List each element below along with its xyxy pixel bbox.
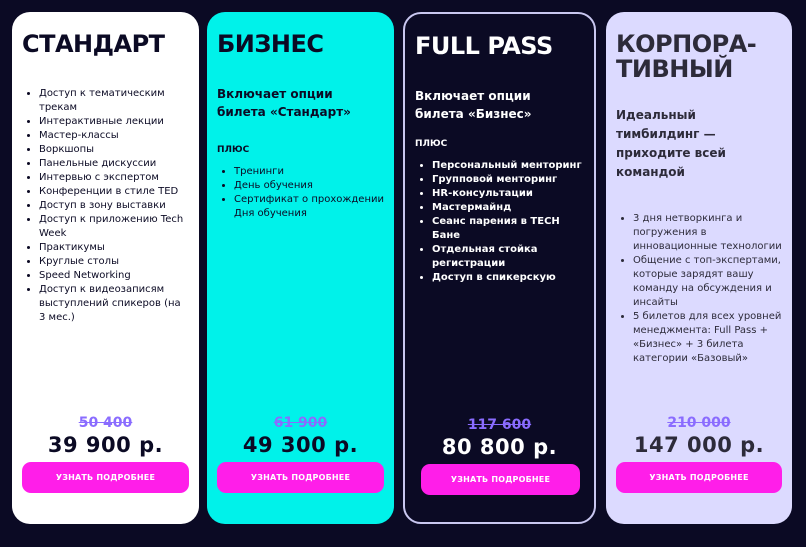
feature-list [22, 87, 189, 325]
feature-item: • Speed Networking [39, 269, 189, 283]
feature-item: • Практикумы [39, 241, 189, 255]
old-price: 50 400 [78, 415, 133, 431]
feature-item: • Доступ к приложению Tech Week [39, 213, 189, 241]
plus-label: ПЛЮС [415, 139, 448, 149]
feature-item: • Мастер-классы [39, 129, 189, 143]
learn-more-button[interactable]: УЗНАТЬ ПОДРОБНЕЕ [217, 462, 384, 493]
feature-item: • Тренинги [234, 165, 384, 179]
old-price: 117 600 [467, 417, 532, 433]
old-price: 210 000 [667, 415, 731, 431]
feature-item: • Общение с топ-экспертами, которые зарядят вашу команду на обсуждения и инсайты [633, 254, 782, 310]
learn-more-button[interactable]: УЗНАТЬ ПОДРОБНЕЕ [22, 462, 189, 493]
card-title: FULL PASS [415, 32, 553, 60]
feature-item: • Сеанс парения в TECH Бане [432, 215, 584, 243]
feature-list [217, 165, 384, 221]
feature-list [616, 212, 782, 366]
feature-item: • Панельные дискуссии [39, 157, 189, 171]
feature-item: • HR-консультации [432, 187, 584, 201]
feature-item: • Круглые столы [39, 255, 189, 269]
feature-item: • Мастермайнд [432, 201, 584, 215]
feature-item: • Групповой менторинг [432, 173, 584, 187]
learn-more-button[interactable]: УЗНАТЬ ПОДРОБНЕЕ [421, 464, 580, 495]
pricing-card-standard [12, 12, 199, 524]
feature-item: • Отдельная стойка регистрации [432, 243, 584, 271]
feature-item: • Доступ к видеозаписям выступлений спикеров (на 3 мес.) [39, 283, 189, 325]
pricing-card-business [207, 12, 394, 524]
feature-item: • 5 билетов для всех уровней менеджмента: Full Pass + «Бизнес» + 3 билета категории «Базовый» [633, 310, 782, 366]
price: 147 000 р. [633, 433, 765, 457]
card-lead: Включает опции билета «Стандарт» [217, 87, 351, 119]
card-lead: Включает опции билета «Бизнес» [415, 89, 532, 121]
feature-item: • Конференции в стиле TED [39, 185, 189, 199]
old-price: 61 900 [273, 415, 328, 431]
card-title: СТАНДАРТ [22, 30, 165, 58]
feature-item: • Интервью с экспертом [39, 171, 189, 185]
pricing-card-corporate [606, 12, 792, 524]
price: 80 800 р. [441, 435, 558, 459]
price: 49 300 р. [242, 433, 359, 457]
plus-label: ПЛЮС [217, 145, 250, 155]
feature-item: • Воркшопы [39, 143, 189, 157]
feature-item: • Сертификат о прохождении Дня обучения [234, 193, 384, 221]
price: 39 900 р. [47, 433, 164, 457]
card-title: БИЗНЕС [217, 30, 324, 58]
feature-item: • Персональный менторинг [432, 159, 584, 173]
feature-item: • День обучения [234, 179, 384, 193]
pricing-card-full-pass [403, 12, 596, 524]
feature-item: • Интерактивные лекции [39, 115, 189, 129]
card-lead: Идеальный тимбилдинг — приходите всей командой [616, 108, 726, 179]
feature-list [415, 159, 584, 285]
feature-item: • Доступ к тематическим трекам [39, 87, 189, 115]
feature-item: • Доступ в спикерскую [432, 271, 584, 285]
learn-more-button[interactable]: УЗНАТЬ ПОДРОБНЕЕ [616, 462, 782, 493]
feature-item: • Доступ в зону выставки [39, 199, 189, 213]
feature-item: • 3 дня нетворкинга и погружения в инновационные технологии [633, 212, 782, 254]
card-title: КОРПОРА- ТИВНЫЙ [616, 30, 757, 83]
